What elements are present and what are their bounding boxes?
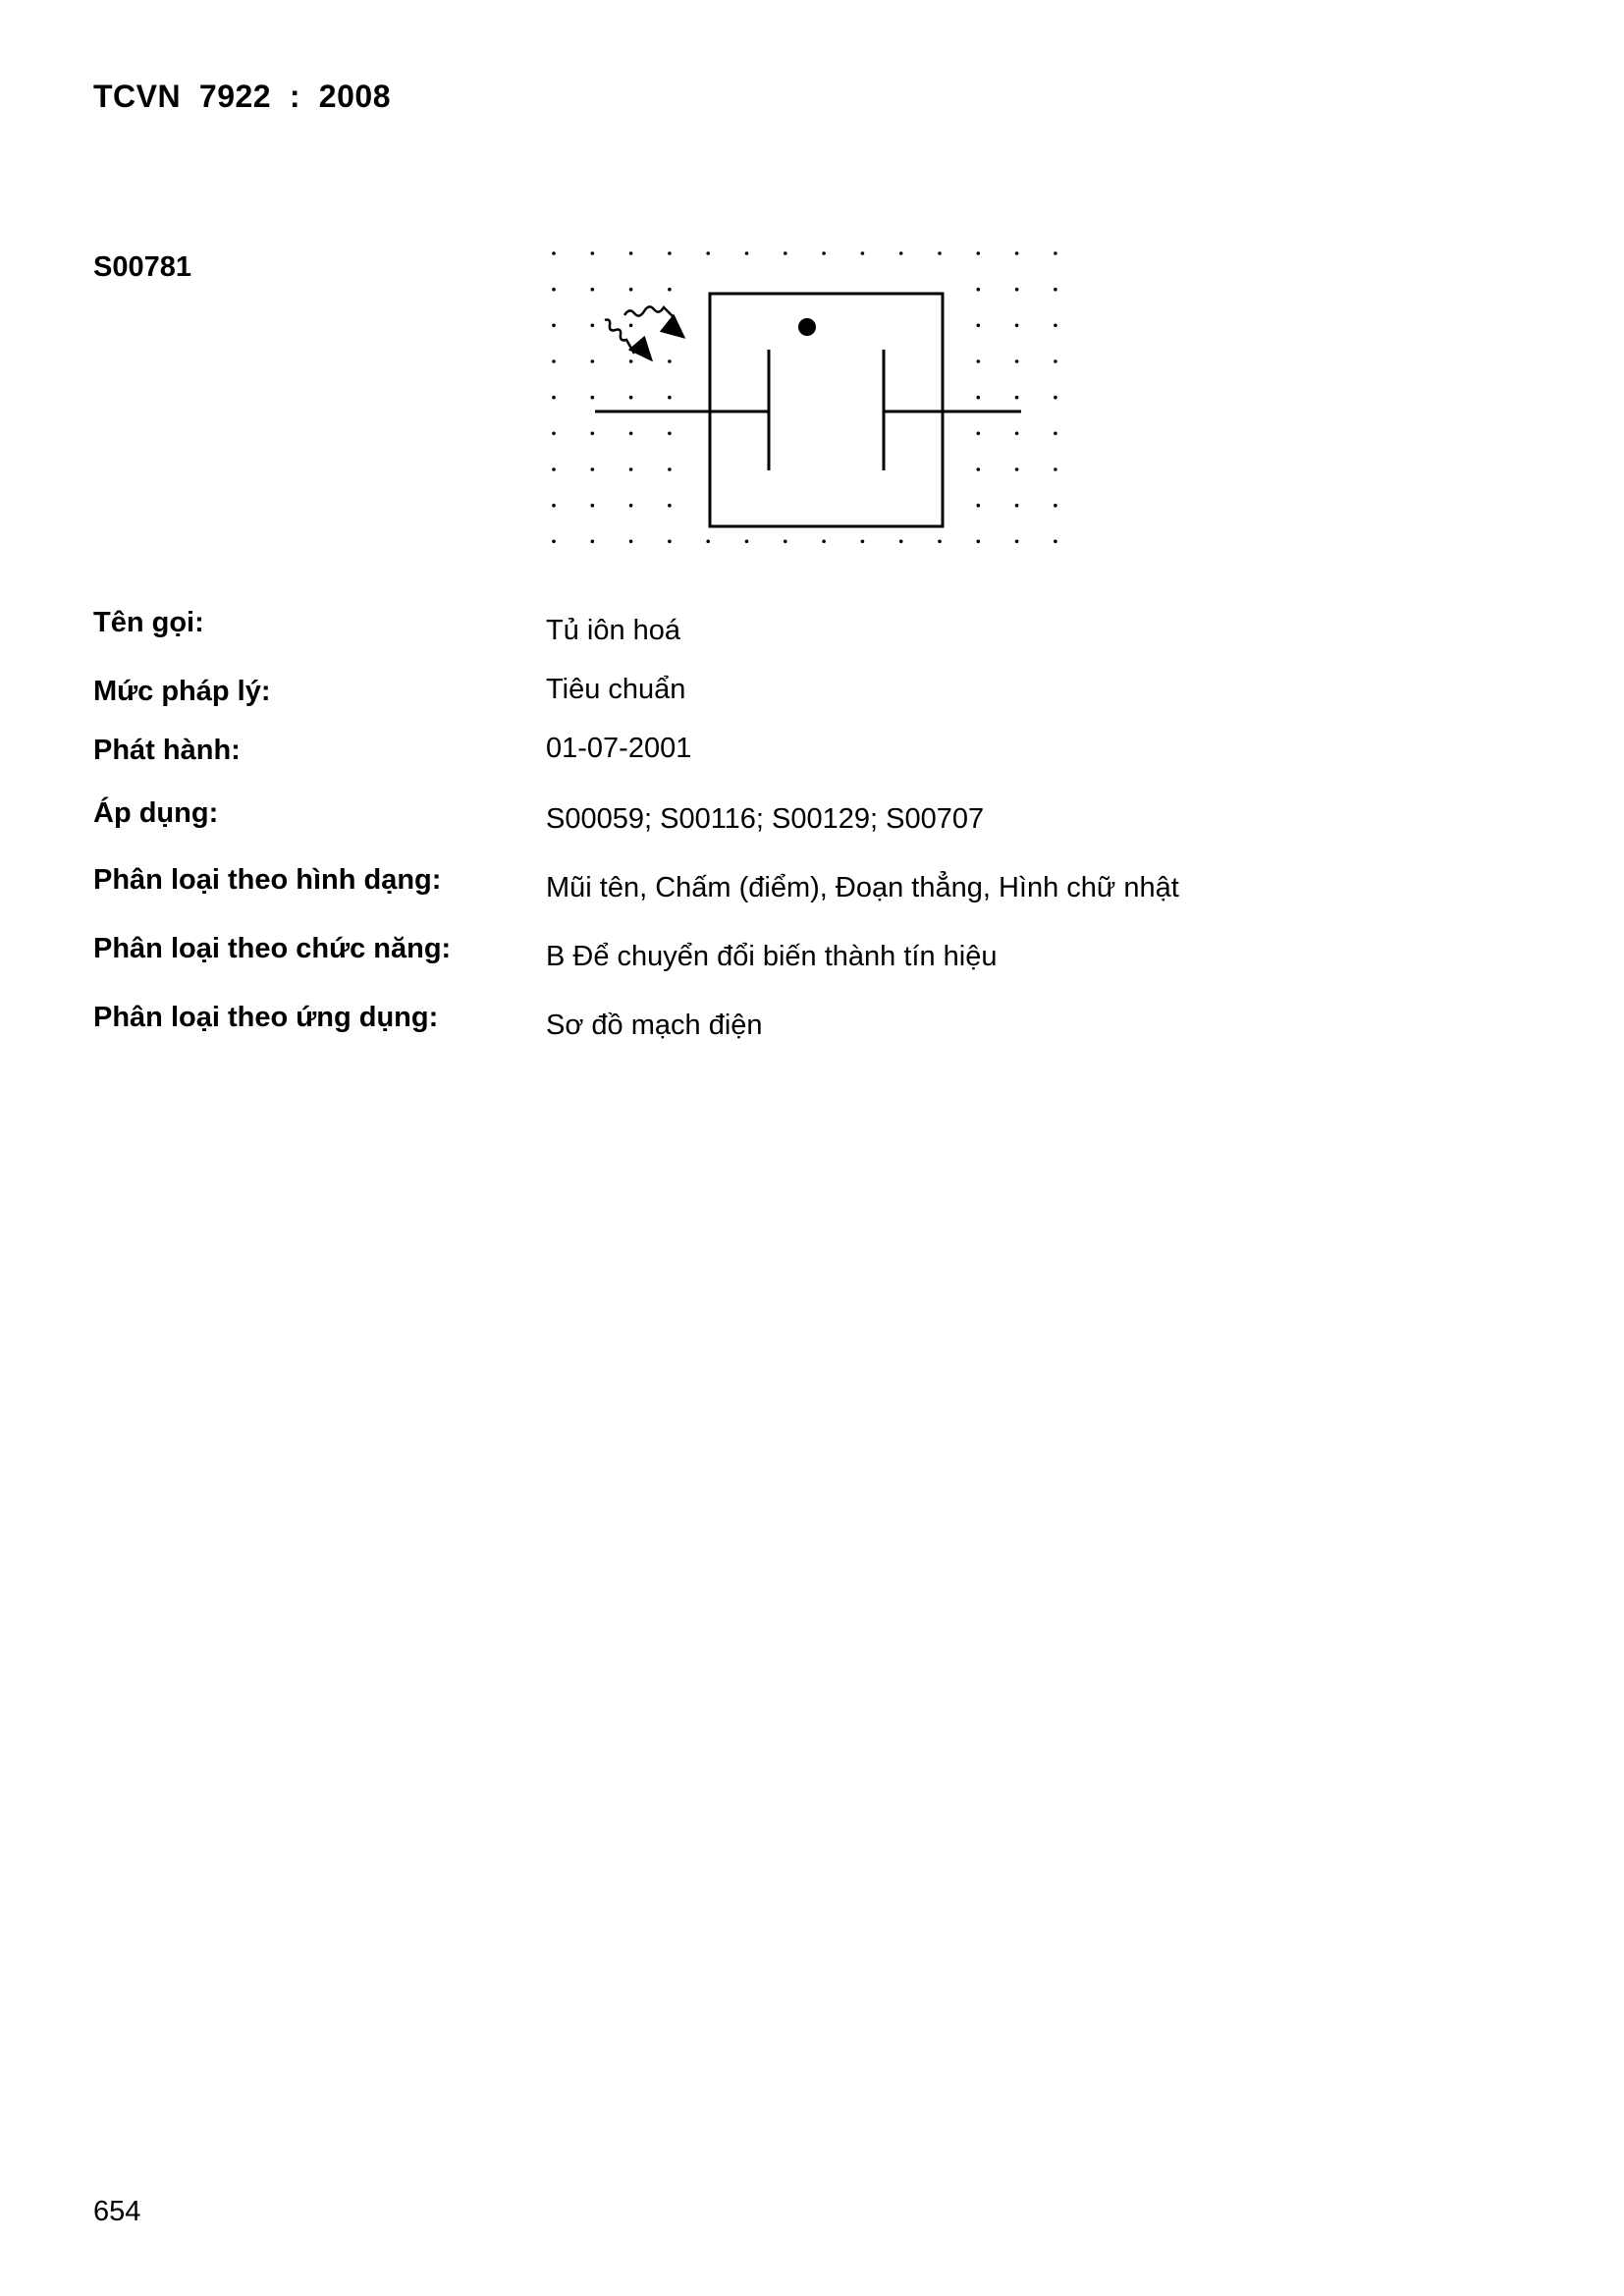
grid-dot: [1054, 288, 1057, 292]
grid-dot: [1015, 396, 1019, 400]
grid-dot: [861, 540, 865, 544]
grid-dot: [1054, 504, 1057, 508]
grid-dot: [1054, 324, 1057, 328]
field-label-function-class: Phân loại theo chức năng:: [93, 933, 452, 964]
field-value-applies: S00059; S00116; S00129; S00707: [546, 803, 985, 835]
grid-dot: [977, 396, 981, 400]
grid-dot: [629, 432, 633, 436]
grid-dot: [899, 540, 903, 544]
grid-dot: [1015, 359, 1019, 363]
grid-dot: [1054, 467, 1057, 471]
grid-dot: [552, 288, 556, 292]
grid-dot: [861, 251, 865, 255]
grid-dot: [706, 540, 710, 544]
grid-dot: [1015, 251, 1019, 255]
grid-dot: [706, 251, 710, 255]
grid-dot: [668, 432, 672, 436]
grid-dot: [629, 324, 633, 328]
grid-dot: [668, 540, 672, 544]
grid-dot: [552, 467, 556, 471]
grid-dot: [552, 359, 556, 363]
grid-dot: [668, 396, 672, 400]
grid-dot: [745, 540, 749, 544]
grid-dot: [552, 504, 556, 508]
grid-dot: [591, 396, 595, 400]
field-label-shape-class: Phân loại theo hình dạng:: [93, 864, 442, 896]
grid-dot: [822, 251, 826, 255]
grid-dot: [1015, 467, 1019, 471]
field-label-legal-level: Mức pháp lý:: [93, 676, 271, 707]
grid-dot: [899, 251, 903, 255]
grid-dot: [745, 251, 749, 255]
grid-dot: [1054, 432, 1057, 436]
grid-dot: [591, 540, 595, 544]
field-value-shape-class: Mũi tên, Chấm (điểm), Đoạn thẳng, Hình chữ nhật: [546, 872, 1179, 903]
standard-title: TCVN 7922 : 2008: [93, 79, 391, 114]
grid-dot: [629, 467, 633, 471]
grid-dot: [977, 432, 981, 436]
grid-dot: [629, 251, 633, 255]
symbol-figure: [538, 240, 1068, 574]
grid-dot: [629, 540, 633, 544]
symbol-code: S00781: [93, 251, 191, 283]
field-label-application-class: Phân loại theo ứng dụng:: [93, 1002, 439, 1033]
grid-dot: [591, 251, 595, 255]
grid-dot: [784, 540, 787, 544]
field-label-name: Tên gọi:: [93, 607, 204, 638]
page-number: 654: [93, 2196, 141, 2227]
grid-dot: [552, 324, 556, 328]
dot-grid: [552, 251, 1056, 543]
grid-dot: [591, 359, 595, 363]
grid-dot: [629, 359, 633, 363]
grid-dot: [1054, 396, 1057, 400]
dot-point: [798, 318, 816, 336]
grid-dot: [552, 396, 556, 400]
grid-dot: [977, 504, 981, 508]
grid-dot: [552, 251, 556, 255]
grid-dot: [977, 359, 981, 363]
grid-dot: [977, 540, 981, 544]
grid-dot: [977, 324, 981, 328]
grid-dot: [668, 288, 672, 292]
grid-dot: [591, 504, 595, 508]
grid-dot: [977, 467, 981, 471]
grid-dot: [1054, 540, 1057, 544]
grid-dot: [1054, 251, 1057, 255]
grid-dot: [668, 467, 672, 471]
grid-dot: [668, 359, 672, 363]
grid-dot: [552, 432, 556, 436]
field-label-applies: Áp dụng:: [93, 797, 219, 829]
grid-dot: [822, 540, 826, 544]
grid-dot: [629, 504, 633, 508]
grid-dot: [668, 504, 672, 508]
field-value-issued: 01-07-2001: [546, 733, 692, 764]
grid-dot: [629, 288, 633, 292]
radiation-arrows-icon: [605, 306, 683, 359]
grid-dot: [977, 251, 981, 255]
grid-dot: [552, 540, 556, 544]
field-value-application-class: Sơ đồ mạch điện: [546, 1010, 763, 1041]
grid-dot: [938, 251, 942, 255]
grid-dot: [668, 251, 672, 255]
field-value-function-class: B Để chuyển đổi biến thành tín hiệu: [546, 941, 998, 972]
grid-dot: [1015, 432, 1019, 436]
field-value-name: Tủ iôn hoá: [546, 615, 681, 646]
grid-dot: [784, 251, 787, 255]
grid-dot: [591, 288, 595, 292]
grid-dot: [1054, 359, 1057, 363]
grid-dot: [629, 396, 633, 400]
field-value-legal-level: Tiêu chuẩn: [546, 674, 686, 705]
grid-dot: [591, 324, 595, 328]
grid-dot: [591, 467, 595, 471]
grid-dot: [977, 288, 981, 292]
grid-dot: [1015, 324, 1019, 328]
grid-dot: [1015, 540, 1019, 544]
grid-dot: [1015, 504, 1019, 508]
grid-dot: [938, 540, 942, 544]
grid-dot: [1015, 288, 1019, 292]
grid-dot: [591, 432, 595, 436]
ionization-chamber-symbol: [538, 240, 1068, 574]
field-label-issued: Phát hành:: [93, 735, 241, 766]
